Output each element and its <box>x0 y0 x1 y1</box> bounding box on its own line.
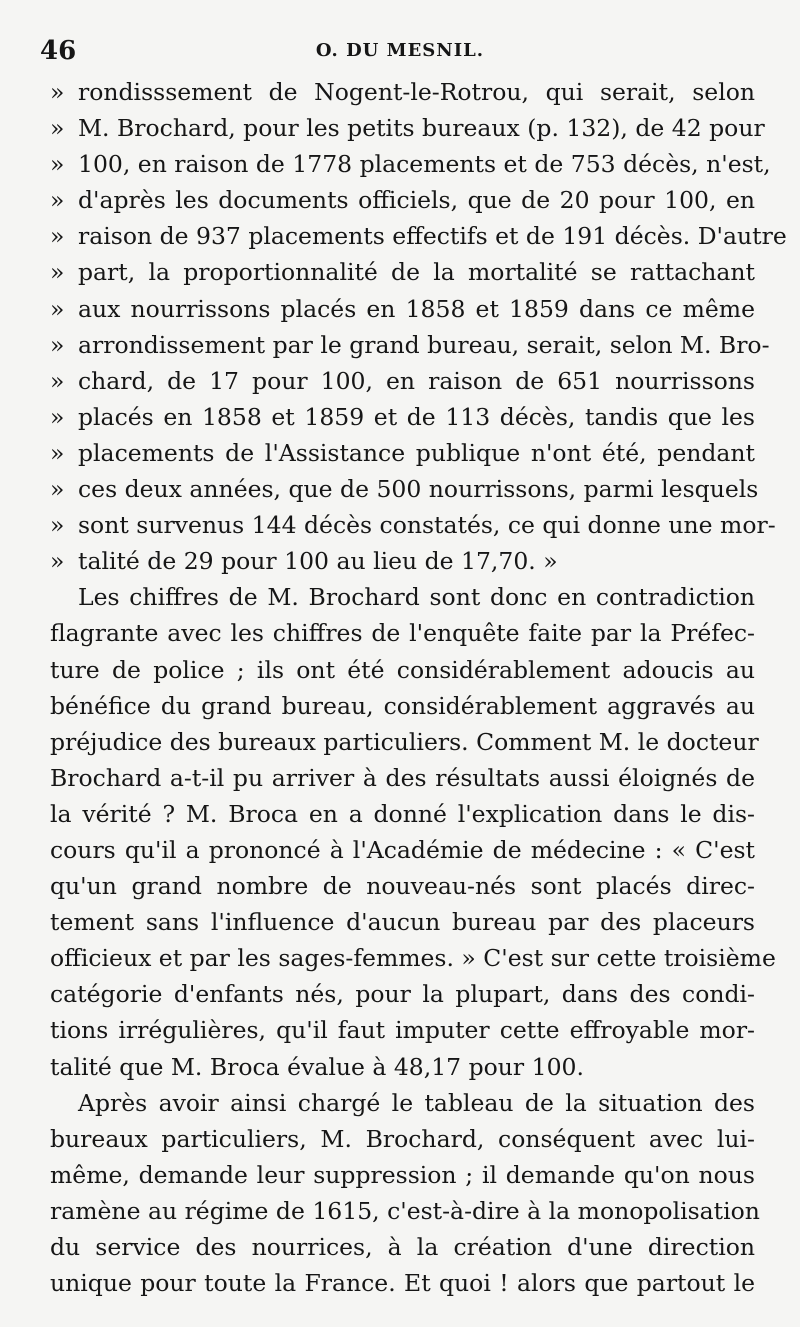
paragraph-line: ture de police ; ils ont été considérablement adoucis au <box>50 655 755 684</box>
quote-mark: » <box>50 258 65 287</box>
page-number: 46 <box>40 36 77 66</box>
paragraph-line: du service des nourrices, à la création d'une direction <box>50 1233 755 1261</box>
paragraph-line: tions irrégulières, qu'il faut imputer cette effroyable mor- <box>50 1016 755 1045</box>
paragraph-line: qu'un grand nombre de nouveau-nés sont placés direc- <box>50 872 755 901</box>
quote-line: » d'après les documents officiels, que de 20 pour 100, en <box>50 182 755 218</box>
quote-mark: » <box>50 511 65 540</box>
quote-line: » rondisssement de Nogent-le-Rotrou, qui serait, selon <box>50 74 755 110</box>
quoted-passage <box>50 74 787 579</box>
paragraph-line: talité que M. Broca évalue à 48,17 pour 100. <box>50 1052 584 1081</box>
quote-mark: » <box>50 186 65 215</box>
paragraph-line: Après avoir ainsi chargé le tableau de la situation des <box>78 1088 755 1117</box>
quote-line: » sont survenus 144 décès constatés, ce qui donne une mor- <box>50 507 755 543</box>
quote-line: » part, la proportionnalité de la mortalité se rattachant <box>50 254 755 290</box>
quote-mark: » <box>50 438 65 467</box>
paragraph-line: catégorie d'enfants nés, pour la plupart, dans des condi- <box>50 980 755 1009</box>
quote-mark: » <box>50 366 65 395</box>
quote-line: » chard, de 17 pour 100, en raison de 651 nourrissons <box>50 363 755 399</box>
quote-line: » raison de 937 placements effectifs et de 191 décès. D'autre <box>50 218 755 254</box>
paragraph-line: officieux et par les sages-femmes. » C'est sur cette troisième <box>50 944 776 973</box>
quote-mark: » <box>50 150 65 179</box>
paragraph-line: bureaux particuliers, M. Brochard, conséquent avec lui- <box>50 1124 755 1153</box>
quote-line: » placements de l'Assistance publique n'ont été, pendant <box>50 435 755 471</box>
quote-mark: » <box>50 402 65 431</box>
quote-mark: » <box>50 330 65 359</box>
quote-mark: » <box>50 222 65 251</box>
quote-line: » 100, en raison de 1778 placements et de 753 décès, n'est, <box>50 146 755 182</box>
paragraph-line: même, demande leur suppression ; il demande qu'on nous <box>50 1160 755 1189</box>
paragraph-line: flagrante avec les chiffres de l'enquête faite par la Préfec- <box>50 619 755 648</box>
paragraph <box>50 579 776 1084</box>
quote-mark: » <box>50 78 65 106</box>
paragraph-line: tement sans l'influence d'aucun bureau par des placeurs <box>50 908 755 937</box>
quote-line: » ces deux années, que de 500 nourrissons, parmi lesquels <box>50 471 755 507</box>
paragraph-line: bénéfice du grand bureau, considérablement aggravés au <box>50 691 755 720</box>
quote-line: » arrondissement par le grand bureau, serait, selon M. Bro- <box>50 327 755 363</box>
quote-line: » aux nourrissons placés en 1858 et 1859 dans ce même <box>50 291 755 327</box>
quote-line: » placés en 1858 et 1859 et de 113 décès, tandis que les <box>50 399 755 435</box>
quote-mark: » <box>50 475 65 504</box>
paragraph-line: la vérité ? M. Broca en a donné l'explication dans le dis- <box>50 799 755 828</box>
paragraph-line: Les chiffres de M. Brochard sont donc en contradiction <box>78 583 755 612</box>
paragraph <box>50 1085 760 1302</box>
quote-line: » M. Brochard, pour les petits bureaux (p. 132), de 42 pour <box>50 110 755 146</box>
paragraph-line: préjudice des bureaux particuliers. Comment M. le docteur <box>50 727 759 756</box>
paragraph-line: unique pour toute la France. Et quoi ! alors que partout le <box>50 1269 755 1298</box>
paragraph-line: cours qu'il a prononcé à l'Académie de médecine : « C'est <box>50 835 755 864</box>
paragraph-line: ramène au régime de 1615, c'est-à-dire à la monopolisation <box>50 1196 760 1225</box>
quote-line: » talité de 29 pour 100 au lieu de 17,70. » <box>50 543 755 579</box>
running-head: O. DU MESNIL. <box>315 40 485 61</box>
quote-mark: » <box>50 547 65 576</box>
page-header <box>40 36 760 68</box>
paragraph-line: Brochard a-t-il pu arriver à des résultats aussi éloignés de <box>50 763 755 792</box>
body-text <box>50 74 787 1301</box>
quote-mark: » <box>50 114 65 143</box>
quote-mark: » <box>50 294 65 323</box>
